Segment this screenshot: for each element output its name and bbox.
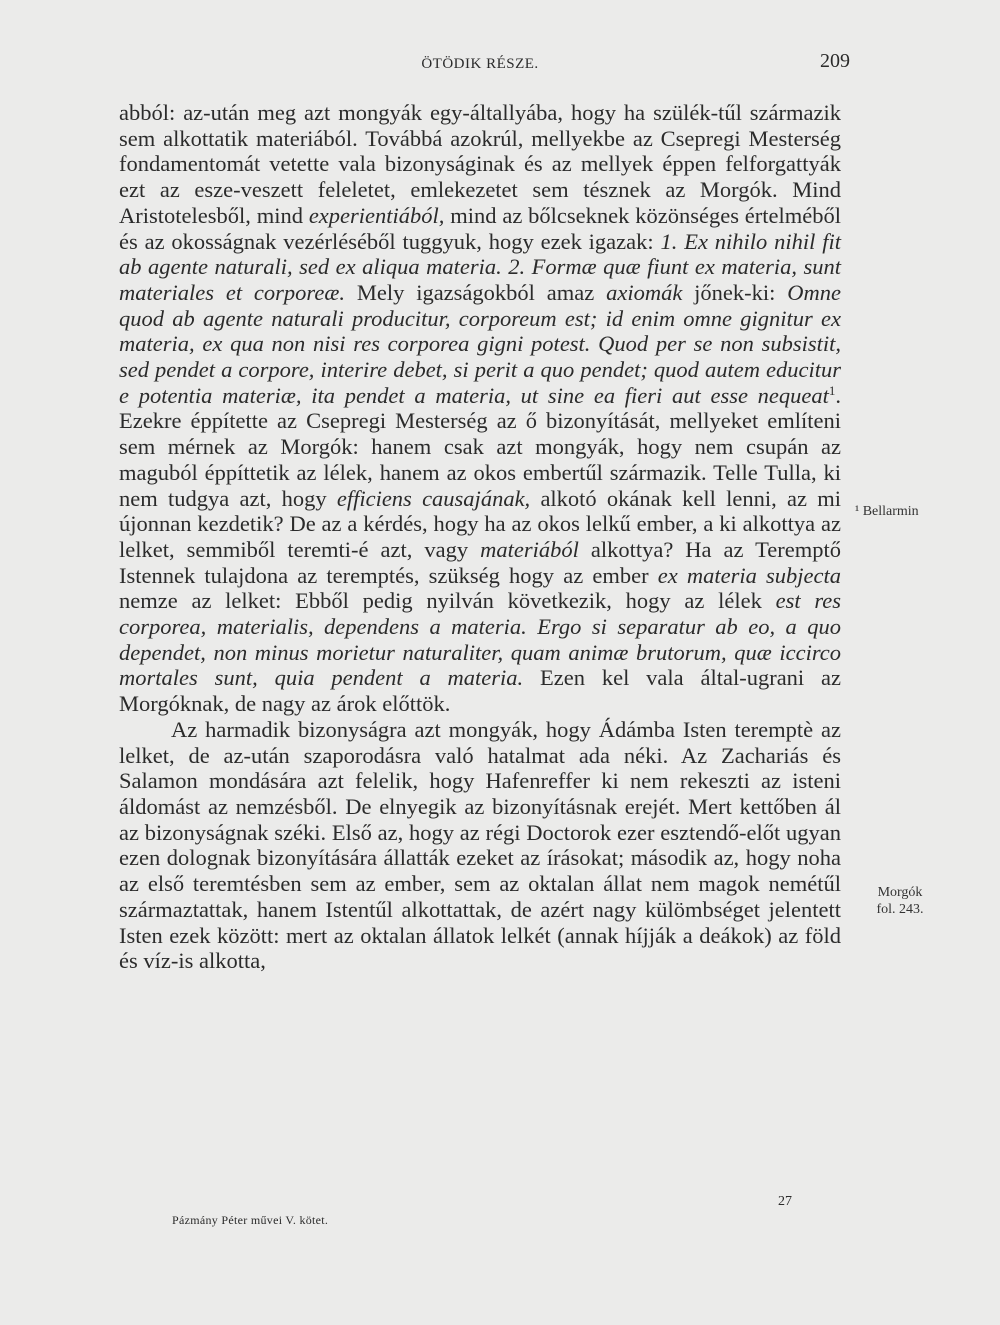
text-run: . Ezekre éppítette az Csepregi Mesterség az ő bizonyítását, mellyeket említeni sem mérnek az Morgók: hanem csak azt mongyák, hogy nem csupán az maguból éppíttetik az lélek, hanem az okos embertűl származik. Telle Tulla, ki nem tudgya azt, hogy: [119, 382, 841, 511]
text-run: jőnek-ki:: [682, 279, 788, 305]
text-run: alkottya? Ha az Teremptő Istennek tulajdona az teremptés, szükség hogy az ember: [119, 536, 841, 588]
margin-note-bellarmin: ¹ Bellarmin: [855, 504, 919, 519]
margin-note-line: Morgók: [877, 885, 923, 900]
italic-run: experientiából,: [308, 202, 445, 228]
italic-run: axiomák: [606, 279, 683, 305]
text-run: abból: az-után meg azt mongyák egy-általlyába, hogy ha szülék-tűl származik sem alkottatik materiából. Továbbá azokrúl, mellyekbe az Csepregi Mesterség fondamentomát vetette vala bizonyságinak és az mellyek éppen felforgattyák ezt az esze-veszett feleletet, emlekezetet sem tésznek az Morgók. Mind Aristotelesből, mind: [119, 100, 841, 228]
signature-mark: 27: [778, 1194, 792, 1209]
text-run: alkotó okának kell lenni, az mi újonnan kezdetik? De az a kérdés, hogy ha az okos lelkű ember, a ki alkottya az lelket, semmiből teremti-é azt, vagy: [119, 485, 842, 562]
italic-run: materiából: [480, 536, 579, 562]
margin-note-morgok: [858, 884, 942, 918]
latin-quotation: Omne quod ab agente naturali producitur, corporeum est; id enim omne gignitur ex materia, ex qua non nisi res corporea gigni potest. Quod per se non subsistit, sed pendet a corpore, interire debet, si perit a quo pendet; quod autem educitur e potentia materiæ, ita pendet a materia, ut sine ea fieri aut esse nequeat: [119, 279, 842, 408]
italic-run: ex materia subjecta: [657, 562, 842, 588]
latin-axioms: 1. Ex nihilo nihil fit ab agente naturali, sed ex aliqua materia. 2. Formæ quæ fiunt ex materia, sunt materiales et corporeæ.: [119, 228, 841, 305]
footnote-marker: 1: [828, 382, 836, 398]
paragraph-1: [119, 100, 841, 717]
margin-note-line: fol. 243.: [876, 902, 924, 917]
text-run: mind az bőlcseknek közönséges értelméből és az okosságnak vezérléséből tuggyuk, hogy ezek igazak:: [119, 202, 841, 254]
text-run: nemze az lelket: Ebből pedig nyilván következik, hogy az lélek: [119, 588, 776, 614]
text-run: Ezen kel vala által-ugrani az Morgóknak, de nagy az árok előttök.: [119, 665, 841, 717]
footer-imprint: Pázmány Péter művei V. kötet.: [172, 1213, 329, 1227]
paragraph-2: Az harmadik bizonyságra azt mongyák, hogy Ádámba Isten teremptè az lelket, de az-után szaporodásra való hatalmat ada néki. Az Zachariás és Salamon mondására azt felelik, hogy Hafenreffer ki nem rekeszti az isteni áldomást az nemzésből. De elnyegik az bizonyításnak erejét. Mert kettőben ál az bizonyságnak széki. Első az, hogy az régi Doctorok ezer esztendő-előt ugyan ezen dolognak bizonyítására állatták ezeket az írásokat; második az, hogy noha az első teremtésben sem az ember, sem az oktalan állat nem magok nemétűl származtattak, hanem Istentűl alkottattak, de azért nagy külömbséget jelentett Isten ezek között: mert az oktalan állatok lelkét (annak híjják a deákok) az föld és víz-is alkotta,: [119, 716, 841, 974]
italic-run: efficiens causajának,: [336, 485, 531, 511]
latin-quotation: est res corporea, materialis, dependens a materia. Ergo si separatur ab eo, a quo dependet, non minus morietur naturaliter, quam animæ brutorum, quæ iccirco mortales sunt, quia pendent a materia.: [119, 588, 841, 691]
running-head: ÖTÖDIK RÉSZE.: [421, 56, 539, 72]
text-run: Mely igazságokból amaz: [344, 279, 607, 305]
page-number: 209: [820, 50, 850, 72]
main-text: [119, 100, 841, 974]
